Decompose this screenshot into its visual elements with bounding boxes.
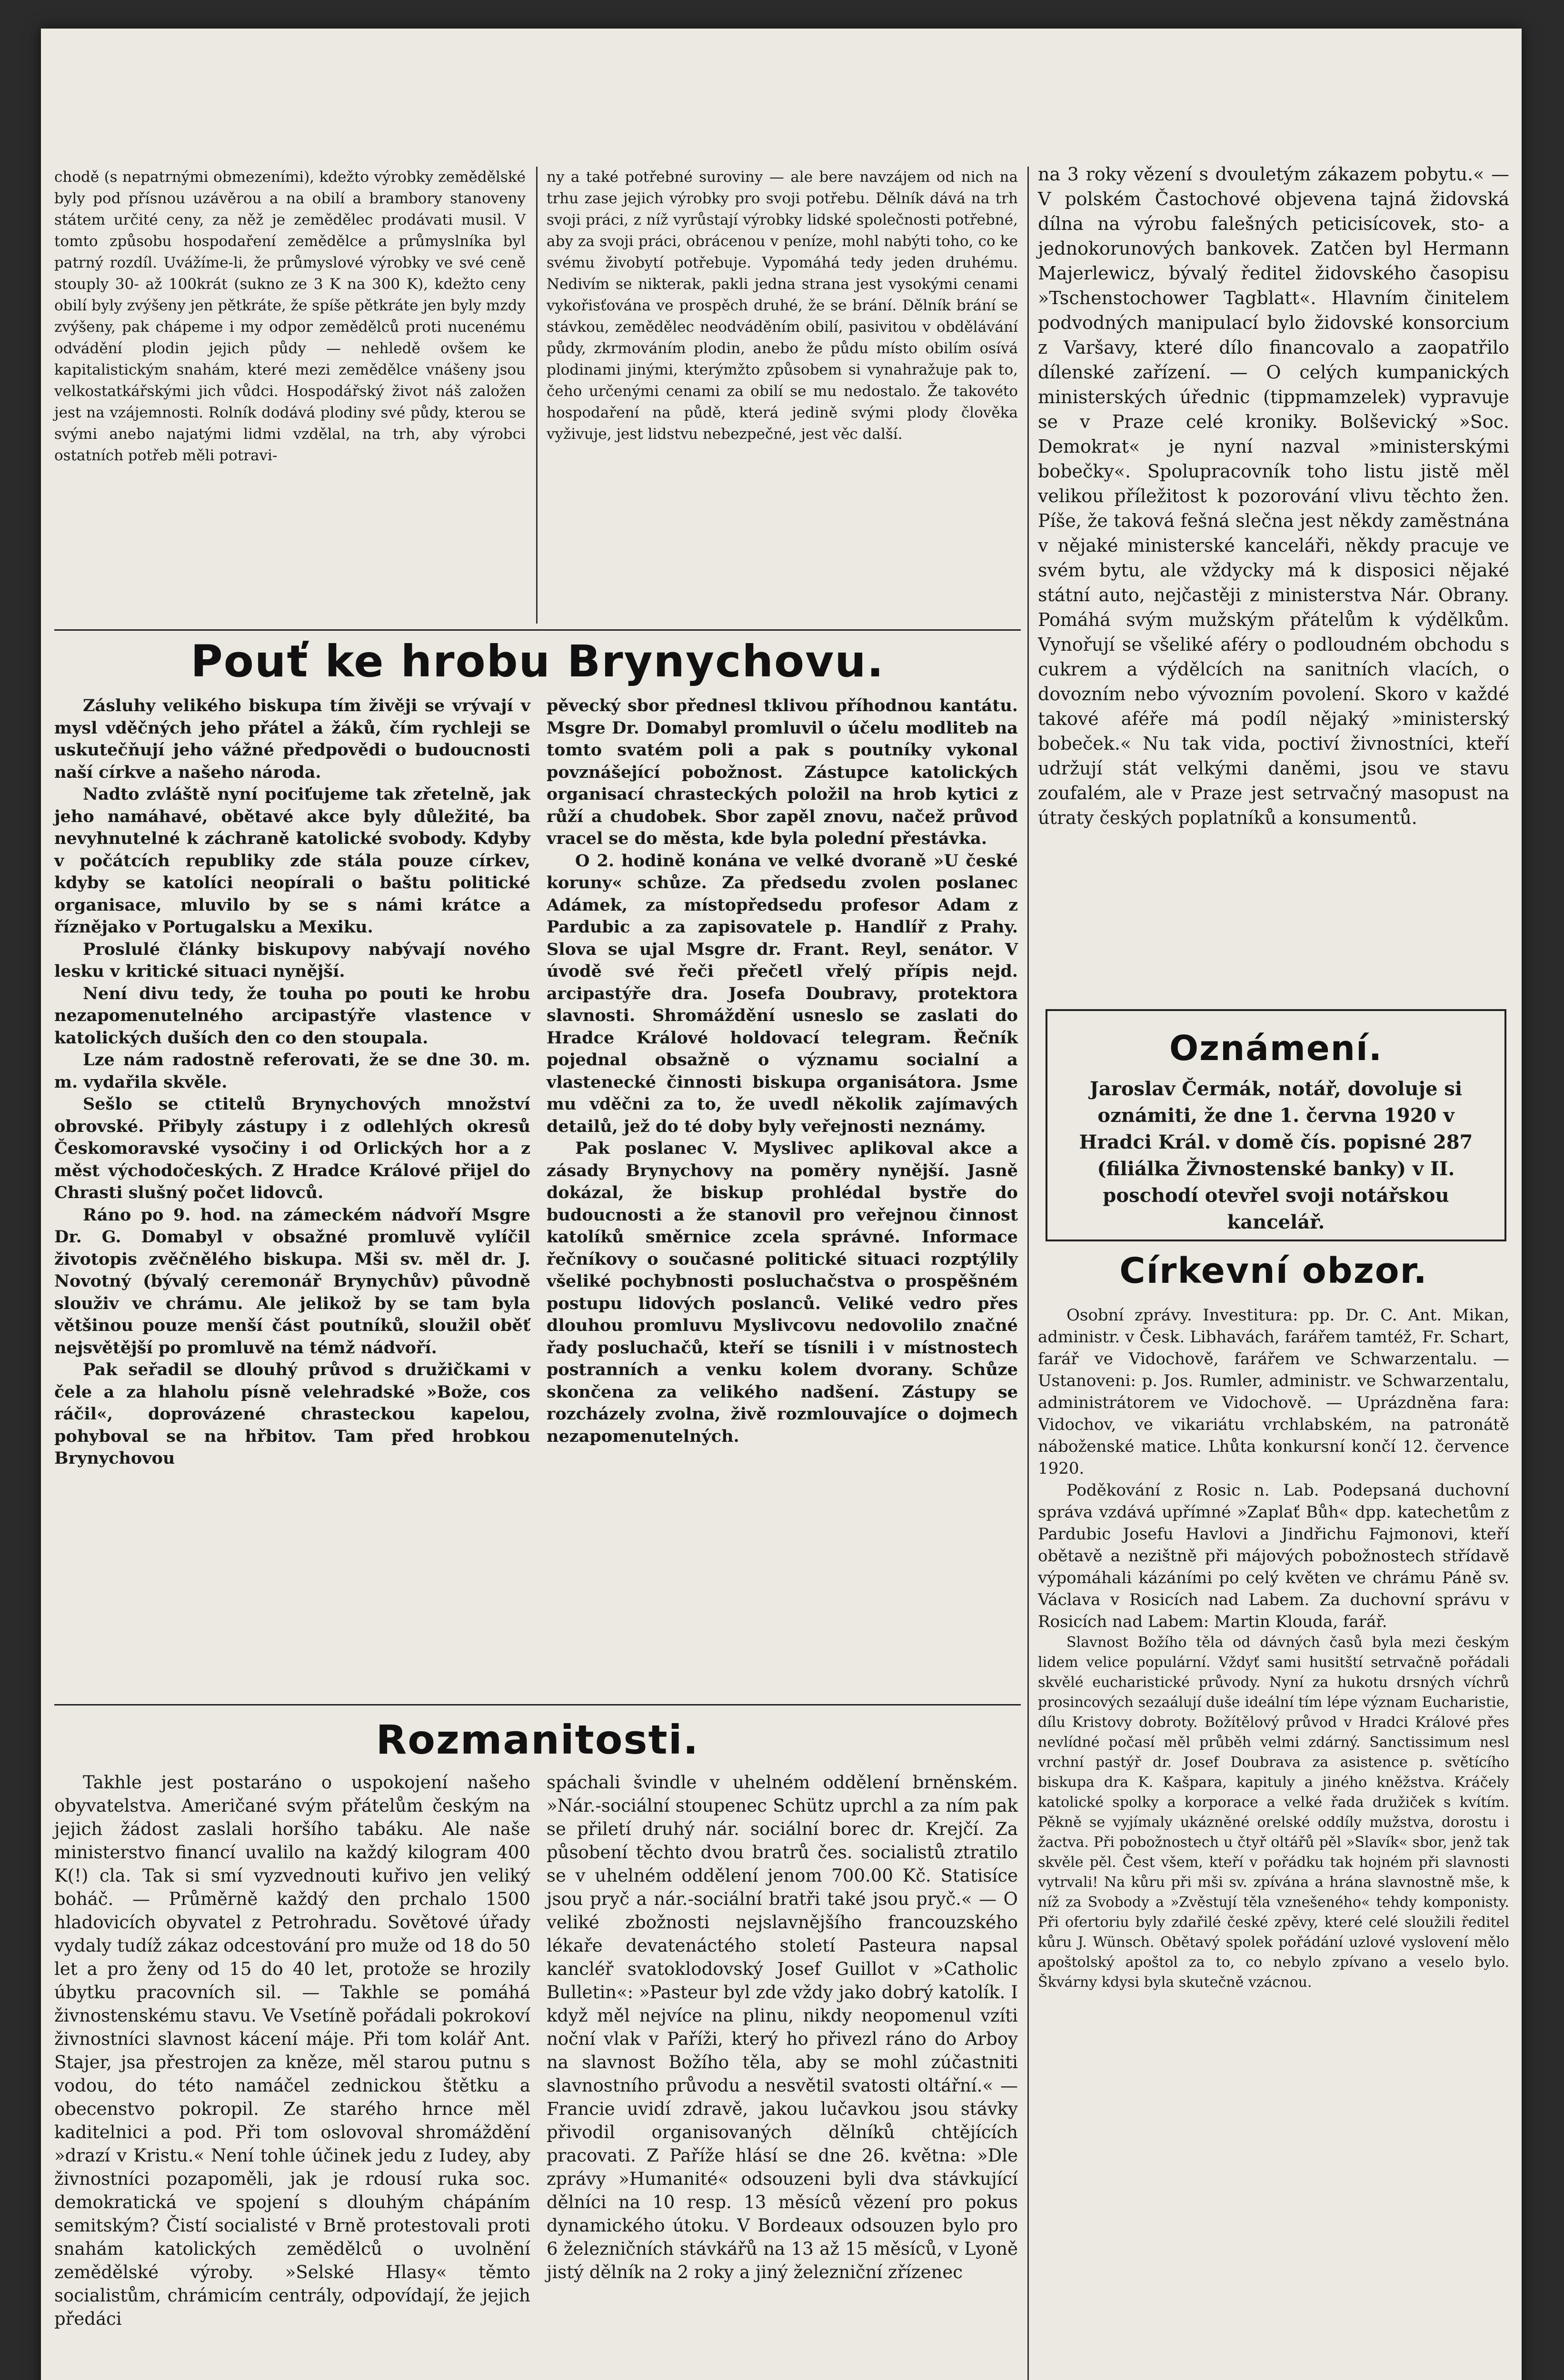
top-article-col1-text: chodě (s nepatrnými obmezeními), kdežto výrobky zemědělské byly pod přísnou uzávěrou a na obilí a brambory stanoveny státem určité ceny, za něž je zemědělec prodávati musil. V tomto způsobu hospodaření zemědělce a průmyslníka byl patrný rozdíl. Uvážíme-li, že průmyslové výrobky ve své ceně stouply 30- až 100krát (sukno ze 3 K na 300 K), kdežto ceny obilí byly zvýšeny jen pětkráte, že spíše pětkráte jen byly mzdy zvýšeny, pak chápeme i my odpor zemědělců proti nucenému odvádění plodin jejich půdy — nehledě ovšem ke kapitalistickým snahám, které mezi zemědělce vnášeny jsou velkostatkářskými jich vůdci. Hospodářský život náš založen jest na vzájemnosti. Rolník dodává plodiny své půdy, kterou se svými anebo najatými lidmi vzdělal, na trh, aby výrobci ostatních potřeb měli potravi- bbox=[54, 169, 526, 464]
pout-paragraph: Pak poslanec V. Myslivec aplikoval akce a zásady Brynychovy na poměry nynější. Jasně dokázal, že biskup prohlédal bystře do budoucnosti a že stanovil pro veřejnou činnost katolíků směrnice zcela správné. Informace řečníkovy o současné politické situaci rozptýlily všeliké pochybnosti posluchačstva o prospěšném postupu lidových poslanců. Veliké vedro přes dlouhou promluvu Myslivcovu nedovolilo značné řady posluchačů, kteří se tísnili i v místnostech postranních a venku kolem dvorany. Schůze skončena za velikého nadšení. Zástupy se rozcházely zvolna, živě rozmlouvajíce o dojmech nezapomenutelných. bbox=[547, 1139, 1018, 1446]
newspaper-page bbox=[41, 29, 1522, 2380]
pout-paragraph: Nadto zvláště nyní pociťujeme tak zřetelně, jak jeho namáhavé, obětavé akce byly důležité, ba nevyhnutelné k záchraně katolické svobody. Kdyby v počátcích republiky zde stála pouze církev, kdyby se katolíci neopírali o baštu politické organisace, mluvilo by se s námi krátce a říznějako v Portugalsku a Mexiku. bbox=[54, 784, 530, 937]
rozmanitosti-text: Takhle jest postaráno o uspokojení našeho obyvatelstva. Američané svým přátelům českým na jejich žádost zaslali horšího tabáku. Ale naše ministerstvo financí uvalilo na každý kilogram 400 K(!) cla. Tak si smí vyzvednouti kuřivo jen veliký boháč. — Průměrně každý den prchalo 1500 hladovicích obyvatel z Petrohradu. Sovětové úřady vydaly tudíž zákaz odcestování pro muže od 18 do 50 let a pro ženy od 15 do 40 let, protože se hrozily úbytku pracovních sil. — Takhle se pomáhá živnostenskému stavu. Ve Vsetíně pořádali pokrokoví živnostníci slavnost kácení máje. Při tom kolář Ant. Stajer, jsa přestrojen za kněze, měl starou putnu s vodou, do této namáčel zednickou štětku a obecenstvo pokropil. Ze starého hrnce měl kaditelnici a pod. Při tom oslovoval shromáždění »drazí v Kristu.« Není tohle účinek jedu z Iudey, aby živnostníci pozapoměli, jak je rdousí ruka soc. demokratická ve spojení s dlouhým chápáním semitským? Čistí socialisté v Brně protestovali proti snahám katolických zemědělců o uvolnění zemědělské výroby. »Selské Hlasy« těmto socialistům, chrámicím centrály, odpovídají, že jejich předáci bbox=[54, 1772, 530, 2329]
pout-col2 bbox=[547, 695, 1018, 1448]
church-personal-news: Osobní zprávy. Investitura: pp. Dr. C. Ant. Mikan, administr. v Česk. Libhavách, farářem tamtéž, Fr. Schart, farář ve Vidochově, farářem ve Schwarzentalu. — Ustanoveni: p. Jos. Rumler, administr. ve Schwarzentalu, administrátorem ve Vidochově. — Uprázdněna fara: Vidochov, ve vikariátu vrchlabském, na patronátě náboženské matice. Lhůta konkursní končí 12. července 1920. bbox=[1038, 1306, 1509, 1478]
church-thanks: Poděkování z Rosic n. Lab. Podepsaná duchovní správa vzdává upřímné »Zaplať Bůh« dpp. katechetům z Pardubic Josefu Havlovi a Jindřichu Fajmonovi, kteří obětavě a nezištně při májových pobožnostech střídavě výpomáhali kázáními po celý květen ve chrámu Páně sv. Václava v Rosicích nad Labem. Za duchovní správu v Rosicích nad Labem: Martin Klouda, farář. bbox=[1038, 1481, 1509, 1631]
top-article-col2-text: ny a také potřebné suroviny — ale bere navzájem od nich na trhu zase jejich výrobky pro svoji potřebu. Dělník dává na trh svoji práci, z níž vyrůstají výrobky lidské společnosti potřebné, aby za svoji práci, obrácenou v peníze, mohl nabýti toho, co ke svému živobytí potřebuje. Vypomáhá tedy jeden druhému. Nedivím se nikterak, pakli jedna strana jest vysokými cenami vykořisťována ve prospěch druhé, že se brání. Dělník brání se stávkou, zemědělec neodváděním obilí, pasivitou v obdělávání půdy, zkrmováním plodin, anebo že půdu místo obilím osívá plodinami jinými, kterýmžto způsobem si vynahražuje pak to, čeho určenými cenami za obilí se mu nedostalo. Že takovéto hospodaření na půdě, která jedině svými plody člověka vyživuje, jest lidstvu nebezpečné, jest věc další. bbox=[547, 169, 1018, 443]
pout-paragraph: Ráno po 9. hod. na zámeckém nádvoří Msgre Dr. G. Domabyl v obsažné promluvě vylíčil životopis zvěčnělého biskupa. Mši sv. měl dr. J. Novotný (bývalý ceremonář Brynychův) původně slouživ ve chrámu. Ale jelikož by se tam byla většinou pouze menší část poutníků, sloužil oběť nejsvětější po promluvě na témž nádvoří. bbox=[54, 1205, 530, 1358]
notice-box bbox=[1046, 1009, 1506, 1241]
pout-paragraph: Lze nám radostně referovati, že se dne 30. m. m. vydařila skvěle. bbox=[54, 1050, 530, 1092]
pout-paragraph: Není divu tedy, že touha po pouti ke hrobu nezapomenutelného arcipastýře vlastence v katolických duších den co den stoupala. bbox=[54, 983, 530, 1048]
church-article bbox=[1038, 1304, 1509, 1993]
pout-paragraph: O 2. hodině konána ve velké dvoraně »U české koruny« schůze. Za předsedu zvolen poslanec Adámek, za místopředsedu profesor Adam z Pardubic a za zapisovatele p. Handlíř z Prahy. Slova se ujal Msgre dr. Frant. Reyl, senátor. V úvodě své řeči přečetl vřelý přípis nejd. arcipastýře dra. Josefa Doubravy, protektora slavnosti. Shromáždění usneslo se zaslati do Hradce Králové holdovací telegram. Řečník pojednal obsažně o významu socialní a vlastenecké činnosti biskupa organisátora. Jsme mu vděčni za to, že uvedl několik zajímavých detailů, jež do té doby byly veřejnosti neznámy. bbox=[547, 851, 1018, 1136]
section-rule bbox=[54, 629, 1021, 631]
church-corpus-christi: Slavnost Božího těla od dávných časů byla mezi českým lidem velice populární. Vždyť sami husitští setrvačně pořádali skvělé eucharistické průvody. Nyní za hukotu drsných víchrů prosincových sezaálují duše ideální tím lépe význam Eucharistie, dílu Kristovy dobroty. Božítělový průvod v Hradci Králové přes nevlídné počasí měl průběh velmi zdárný. Sanctissimum nesl vrchní pastýř dr. Josef Doubrava za asistence p. světícího biskupa dra K. Kašpara, kapituly a jiného kněžstva. Kráčely katolické spolky a korporace a velké řada družiček s kvítím. Pěkně se vyjímaly ukázněné orelské oddíly mužstva, dorostu i žactva. Při pobožnostech u čtyř oltářů pěl »Slavík« sbor, jenž tak skvěle pěl. Čest všem, kteří v pořádku tak hojném při slavnosti vytrvali! Na kůru při mši sv. zpívána a hrána slavnostně mše, k níž za Svobody a »Zvěstují těla vznešeného« tehdy komponisty. Při ofertoriu byly zdařilé české zpěvy, které celé sloužili ředitel kůru J. Wünsch. Obětavý spolek pořádání uzlové vyslovení mělo apoštolský apoštol za to, co nebylo zpívano a veselo bylo. Škvárny kdysi byla skutečně vzácnou. bbox=[1038, 1634, 1509, 1991]
pout-paragraph: pěvecký sbor přednesl tklivou příhodnou kantátu. Msgre Dr. Domabyl promluvil o účelu modliteb na tomto svatém poli a pak s poutníky vykonal povznášející pobožnost. Zástupce katolických organisací chrasteckých položil na hrob kytici z růží a chudobek. Sbor zapěl znovu, načež průvod vracel se do města, kde byla polední přestávka. bbox=[547, 696, 1018, 848]
rozmanitosti-col2 bbox=[547, 1771, 1018, 2284]
column-divider bbox=[536, 167, 538, 624]
pout-headline: Pouť ke hrobu Brynychovu. bbox=[190, 636, 885, 687]
top-article-col2 bbox=[547, 167, 1018, 445]
top-article-col1 bbox=[54, 167, 526, 466]
church-title: Církevní obzor. bbox=[1119, 1250, 1428, 1291]
rozmanitosti-text: spáchali švindle v uhelném oddělení brněnském. »Nár.-sociální stoupenec Schütz uprchl a za ním pak se přiletí druhý nár. sociální borec dr. Krejčí. Za působení těchto dvou bratrů čes. socialistů ztratilo se v uhelném oddělení jenom 700.00 Kč. Statisíce jsou pryč a nár.-sociální bratři také jsou pryč.« — O veliké zbožnosti nejslavnějšího francouzského lékaře devatenáctého století Pasteura napsal kancléř svatoklodovský Josef Guillot v »Catholic Bulletin«: »Pasteur byl zde vždy jako dobrý katolík. I když měl nejvíce na plinu, nikdy neopomenul vzíti noční vlak v Paříži, který ho přivezl ráno do Arboy na slavnost Božího těla, aby se mohl zúčastniti slavnostního průvodu a nesvětil svatosti oltářní.« — Francie uvidí zdravě, jakou lučavkou jsou stávky přivodil organisovaných dělníků chtějících pracovati. Z Paříže hlásí se dne 26. května: »Dle zprávy »Humanité« odsouzeni byli dva stávkující dělníci na 10 resp. 13 měsíců vězení pro pokus dynamického útoku. V Bordeaux odsouzen bylo pro 6 železničních stávkářů na 13 až 15 měsíců, v Lyoně jistý dělník na 2 roky a jiný železniční zřízenec bbox=[547, 1772, 1018, 2282]
notice-title: Oznámení. bbox=[1169, 1028, 1383, 1068]
pout-paragraph: Proslulé články biskupovy nabývají nového lesku v kritické situaci nynější. bbox=[54, 939, 530, 981]
pout-paragraph: Zásluhy velikého biskupa tím živěji se vrývají v mysl vděčných jeho přátel a žáků, čím rychleji se uskutečňují jeho vážné předpovědi o budoucnosti naší církve a našeho národa. bbox=[54, 696, 530, 782]
column-divider bbox=[1027, 167, 1029, 2380]
pout-col1 bbox=[54, 695, 530, 1470]
pout-paragraph: Pak seřadil se dlouhý průvod s družičkami v čele a za hlaholu písně velehradské »Bože, cos ráčil«, doprovázené chrasteckou kapelou, pohyboval se na hřbitov. Tam před hrobkou Brynychovou bbox=[54, 1360, 530, 1468]
right-column-text: na 3 roky vězení s dvouletým zákazem pobytu.« — V polském Častochové objevena tajná židovská dílna na výrobu falešných peticisícovek, sto- a jednokorunových bankovek. Zatčen byl Hermann Majerlewicz, bývalý ředitel židovského časopisu »Tschenstochower Tagblatt«. Hlavním činitelem podvodných manipulací bylo židovské konsorcium z Varšavy, které dílo financovalo a zaopatřilo dílenské zařízení. — O celých kumpanických ministerských úřednic (tippmamzelek) vypravuje se v Praze celé kroniky. Bolševický »Soc. Demokrat« je nyní nazval »ministerskými bobečky«. Spolupracovník toho listu jistě měl velikou příležitost k pozorování vlivu těchto žen. Píše, že taková fešná slečna jest někdy zaměstnána v nějaké ministerské kanceláři, někdy pracuje ve svém bytu, ale vždycky má k disposici nějaké státní auto, nejčastěji z ministerstva Nár. Obrany. Pomáhá svým mužským přátelům k výdělkům. Vynořují se všeliké aféry o podloudném obchodu s cukrem a výdělcích na sanitních vlacích, o dovozním nebo vývozním povolení. Skoro v každé takové aféře má podíl nějaký »ministerský bobeček.« Nu tak vida, poctiví živnostníci, kteří udržují stát velkými daněmi, jsou ve stavu zoufalém, ale v Praze jest setrvačný masopust na útraty českých poplatníků a konsumentů. bbox=[1038, 164, 1509, 828]
notice-text: Jaroslav Čermák, notář, dovoluje si oznámiti, že dne 1. června 1920 v Hradci Král. v domě čís. popisné 287 (filiálka Živnostenské banky) v II. poschodí otevřel svoji notářskou kancelář. bbox=[1079, 1078, 1473, 1233]
rozmanitosti-headline: Rozmanitosti. bbox=[376, 1716, 699, 1763]
section-rule bbox=[54, 1704, 1021, 1706]
right-column-article bbox=[1038, 162, 1509, 830]
pout-paragraph: Sešlo se ctitelů Brynychových množství obrovské. Přibyly zástupy i z odlehlých okresů Českomoravské vysočiny i od Orlických hor a z měst východočeských. Z Hradce Králové přijel do Chrasti slušný počet lidovců. bbox=[54, 1094, 530, 1202]
rozmanitosti-col1 bbox=[54, 1771, 530, 2330]
